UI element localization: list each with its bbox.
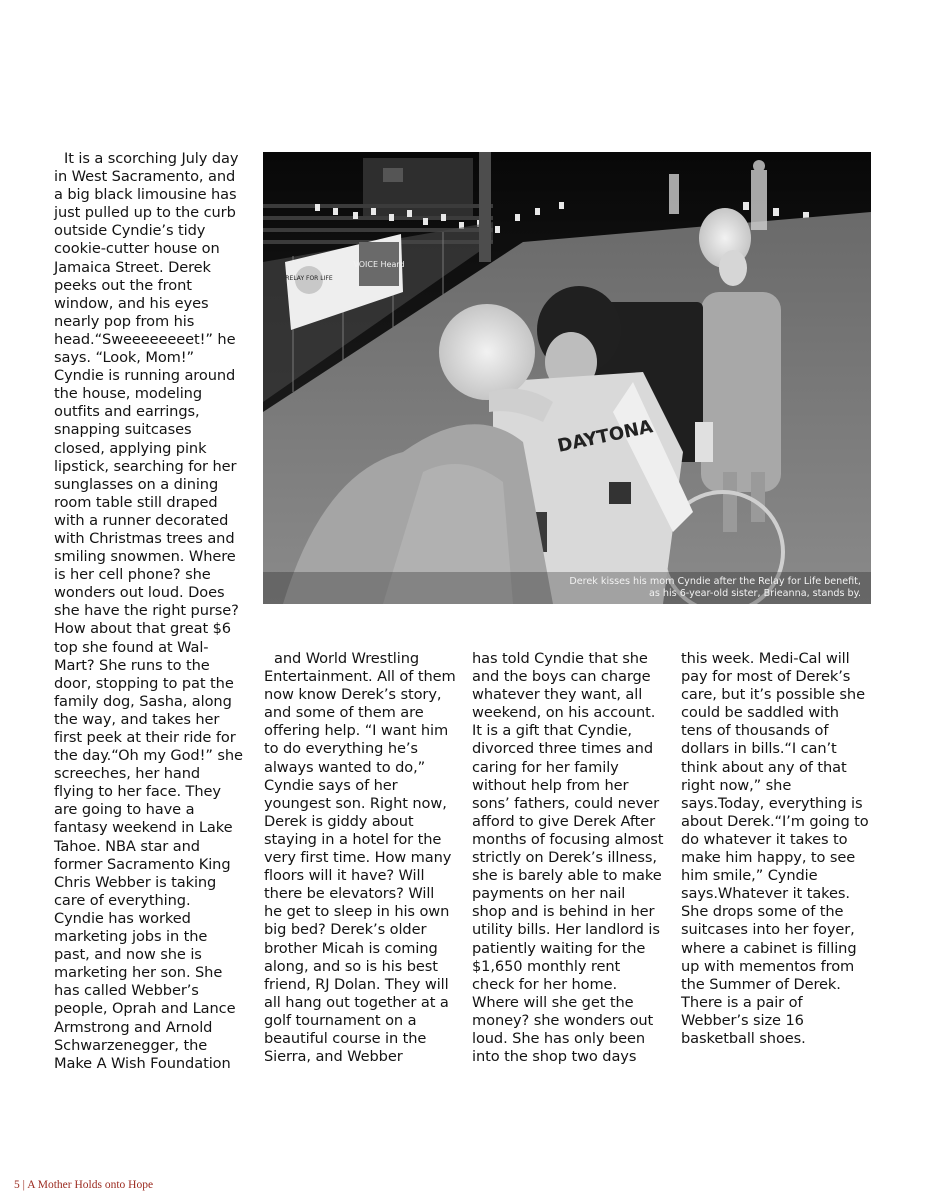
- body-column-1: [54, 150, 244, 1073]
- banner-label-2: VOICE Heard: [353, 260, 405, 269]
- page-footer: [14, 1179, 153, 1191]
- page-number: 5: [14, 1179, 20, 1191]
- banner-label-1: RELAY FOR LIFE: [285, 275, 333, 282]
- column-text: and World Wrestling Entertainment. All of them now know Derek’s story, and some of them are offering help. “I want him to do everything he’s always wanted to do,” Cyndie says of her youngest son. Right now, Derek is giddy about staying in a hotel for the very first time. How many floors will it have? Will there be elevators? Will he get to sleep in his own big bed? Derek’s older brother Micah is coming along, and so is his best friend, RJ Dolan. They will all hang out together at a golf tournament on a beautiful course in the Sierra, and Webber: [264, 650, 456, 1066]
- photo-illustration: [263, 152, 871, 604]
- column-text: has told Cyndie that she and the boys can charge whatever they want, all weekend, on his account. It is a gift that Cyndie, divorced three times and caring for her family without help from her sons’ fathers, could never afford to give Derek After months of focusing almost strictly on Derek’s illness, she is barely able to make payments on her nail shop and is behind in her utility bills. Her landlord is patiently waiting for the $1,650 monthly rent check for her home. Where will she get the money? she wonders out loud. She has only been into the shop two days: [472, 650, 664, 1066]
- jacket-label: DAYTONA: [555, 416, 655, 457]
- body-column-2: [264, 650, 456, 1066]
- body-column-4: [681, 650, 873, 1048]
- footer-separator: |: [22, 1179, 25, 1191]
- photo-caption: Derek kisses his mom Cyndie after the Relay for Life benefit, as his 6-year-old sister, Brieanna, stands by.: [569, 576, 861, 599]
- body-column-3: [472, 650, 664, 1066]
- column-text: It is a scorching July day in West Sacramento, and a big black limousine has just pulled up to the curb outside Cyndie’s tidy cookie-cutter house on Jamaica Street. Derek peeks out the front window, and his eyes nearly pop from his head.“Sweeeeeeeet!” he says. “Look, Mom!” Cyndie is running around the house, modeling outfits and earrings, snapping suitcases closed, applying pink lipstick, searching for her sunglasses on a dining room table still draped with a runner decorated with Christmas trees and smiling snowmen. Where is her cell phone? she wonders out loud. Does she have the right purse? How about that great $6 top she found at Wal-Mart? She runs to the door, stopping to pat the family dog, Sasha, along the way, and takes her first peek at their ride for the day.“Oh my God!” she screeches, her hand flying to her face. They are going to have a fantasy weekend in Lake Tahoe. NBA star and former Sacramento King Chris Webber is taking care of everything. Cyndie has worked marketing jobs in the past, and now she is marketing her son. She has called Webber’s people, Oprah and Lance Armstrong and Arnold Schwarzenegger, the Make A Wish Foundation: [54, 150, 243, 1072]
- publication-title: A Mother Holds onto Hope: [27, 1179, 154, 1191]
- column-text: this week. Medi-Cal will pay for most of Derek’s care, but it’s possible she could be saddled with tens of thousands of dollars in bills.“I can’t think about any of that right now,” she says.Today, everything is about Derek.“I’m going to do whatever it takes to make him happy, to see him smile,” Cyndie says.Whatever it takes. She drops some of the suitcases into her foyer, where a cabinet is filling up with mementos from the Summer of Derek. There is a pair of Webber’s size 16 basketball shoes.: [681, 650, 869, 1047]
- article-photo: [263, 152, 871, 604]
